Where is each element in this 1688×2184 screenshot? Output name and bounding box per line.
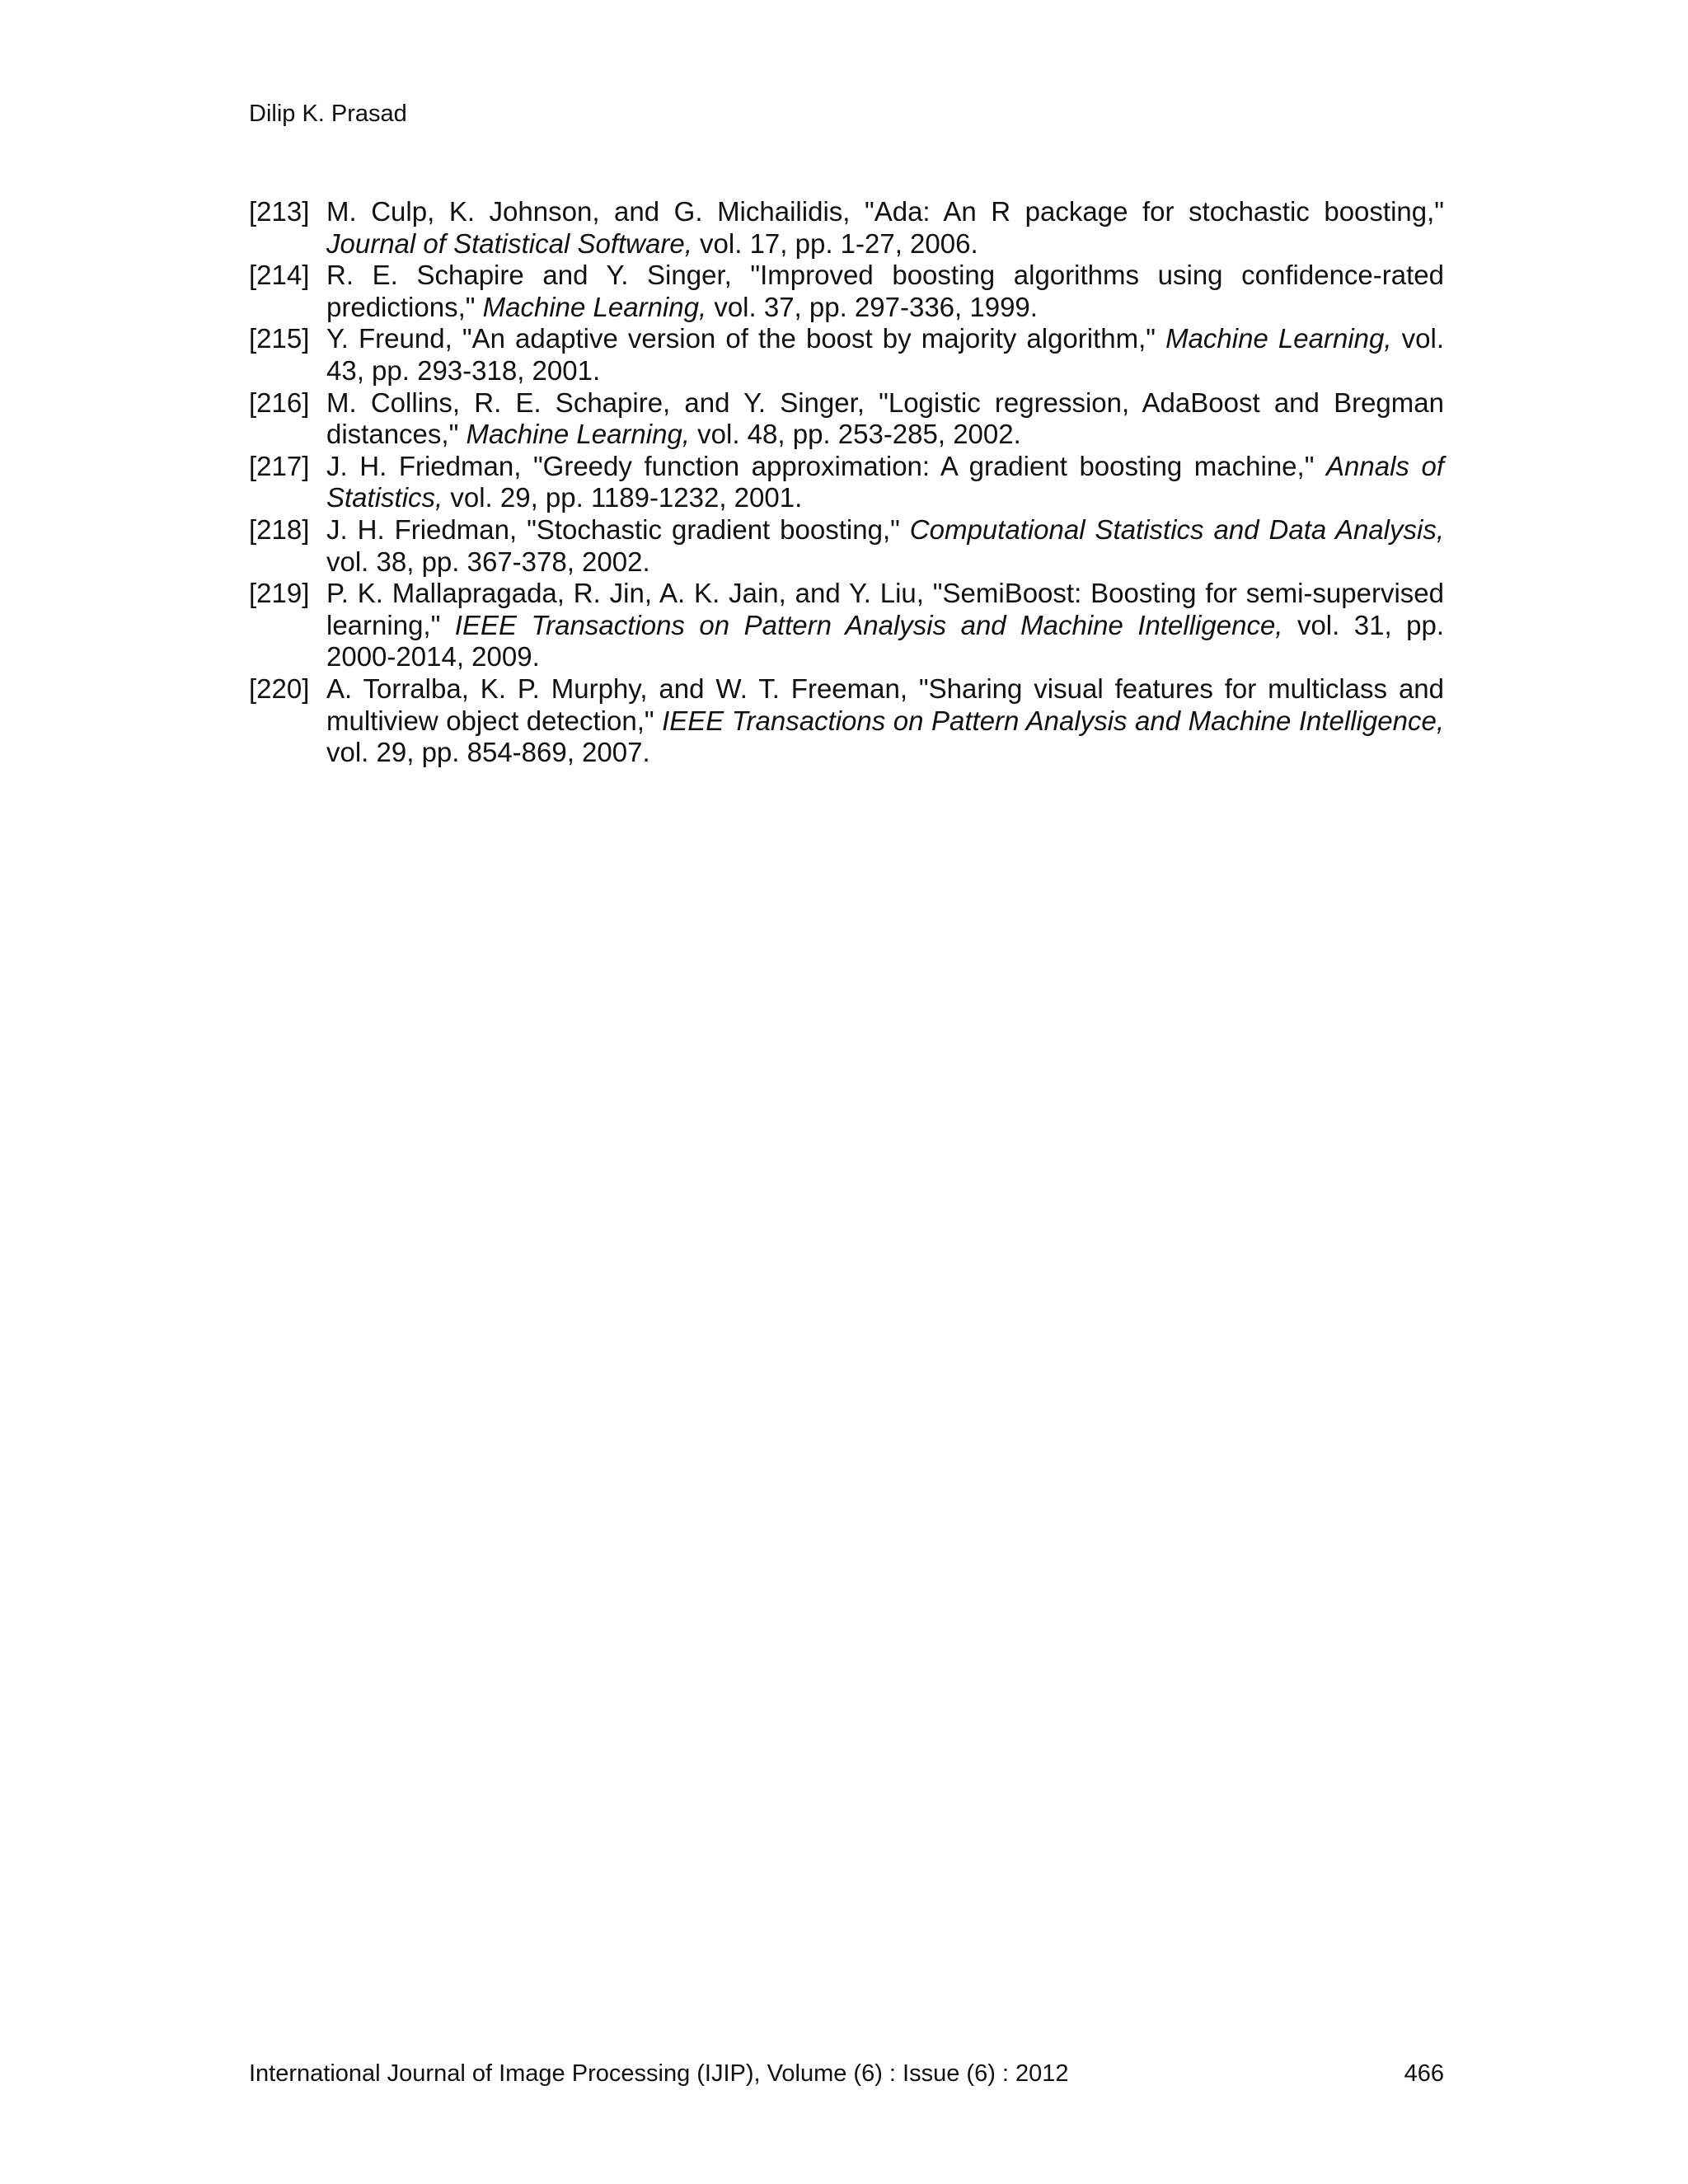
reference-number: [218] <box>249 513 310 545</box>
reference-entry <box>249 514 1444 578</box>
reference-text <box>326 514 1444 577</box>
reference-number: [220] <box>249 673 310 704</box>
reference-details: vol. 31, pp. 2000-2014, 2009. <box>326 609 1445 673</box>
reference-venue: Annals of Statistics, <box>326 450 1445 513</box>
reference-venue: Machine Learning, <box>482 291 707 322</box>
reference-number: [219] <box>249 578 310 609</box>
reference-entry <box>249 196 1444 260</box>
reference-details: vol. 43, pp. 293-318, 2001. <box>326 323 1445 386</box>
reference-entry <box>249 323 1444 387</box>
reference-venue: Machine Learning, <box>466 419 690 450</box>
reference-authors-title: J. H. Friedman, "Greedy function approximation: A gradient boosting machine," <box>326 450 1326 481</box>
reference-entry <box>249 673 1444 769</box>
reference-text <box>326 323 1444 386</box>
reference-number: [214] <box>249 260 310 291</box>
reference-number: [213] <box>249 196 310 227</box>
reference-venue: Journal of Statistical Software, <box>326 227 692 259</box>
reference-venue: IEEE Transactions on Pattern Analysis and Machine Intelligence, <box>454 609 1283 640</box>
reference-authors-title: P. K. Mallapragada, R. Jin, A. K. Jain, and Y. Liu, "SemiBoost: Boosting for semi-supervised learning," <box>326 578 1444 640</box>
reference-details: vol. 37, pp. 297-336, 1999. <box>706 291 1038 322</box>
reference-text <box>326 260 1444 322</box>
reference-entry <box>249 387 1444 451</box>
reference-entry <box>249 260 1444 323</box>
page-number: 466 <box>1404 2060 1444 2087</box>
reference-number: [215] <box>249 323 310 354</box>
reference-venue: Machine Learning, <box>1165 323 1392 354</box>
reference-details: vol. 29, pp. 854-869, 2007. <box>326 737 650 768</box>
reference-venue: IEEE Transactions on Pattern Analysis and Machine Intelligence, <box>662 705 1444 736</box>
reference-text <box>326 196 1444 259</box>
reference-authors-title: M. Collins, R. E. Schapire, and Y. Singer, "Logistic regression, AdaBoost and Bregman distances," <box>326 387 1444 450</box>
reference-number: [216] <box>249 387 310 418</box>
reference-text <box>326 451 1444 513</box>
reference-venue: Computational Statistics and Data Analysis, <box>909 513 1444 545</box>
reference-text <box>326 387 1444 450</box>
reference-authors-title: R. E. Schapire and Y. Singer, "Improved boosting algorithms using confidence-rated predictions," <box>326 260 1444 322</box>
reference-authors-title: M. Culp, K. Johnson, and G. Michailidis, "Ada: An R package for stochastic boosting," <box>326 196 1444 227</box>
reference-text <box>326 673 1444 767</box>
reference-authors-title: Y. Freund, "An adaptive version of the boost by majority algorithm," <box>326 323 1166 354</box>
reference-authors-title: J. H. Friedman, "Stochastic gradient boosting," <box>326 513 910 545</box>
reference-details: vol. 17, pp. 1-27, 2006. <box>692 227 978 259</box>
reference-details: vol. 48, pp. 253-285, 2002. <box>689 419 1021 450</box>
reference-details: vol. 38, pp. 367-378, 2002. <box>326 546 650 577</box>
reference-text <box>326 578 1444 672</box>
footer-journal-citation: International Journal of Image Processing (IJIP), Volume (6) : Issue (6) : 2012 <box>249 2060 1069 2087</box>
reference-number: [217] <box>249 450 310 481</box>
reference-entry <box>249 451 1444 514</box>
reference-list <box>249 196 1444 769</box>
running-header-author: Dilip K. Prasad <box>249 101 407 127</box>
reference-details: vol. 29, pp. 1189-1232, 2001. <box>443 482 803 513</box>
reference-entry <box>249 578 1444 673</box>
reference-authors-title: A. Torralba, K. P. Murphy, and W. T. Freeman, "Sharing visual features for multiclass and multiview object detection," <box>326 673 1444 736</box>
